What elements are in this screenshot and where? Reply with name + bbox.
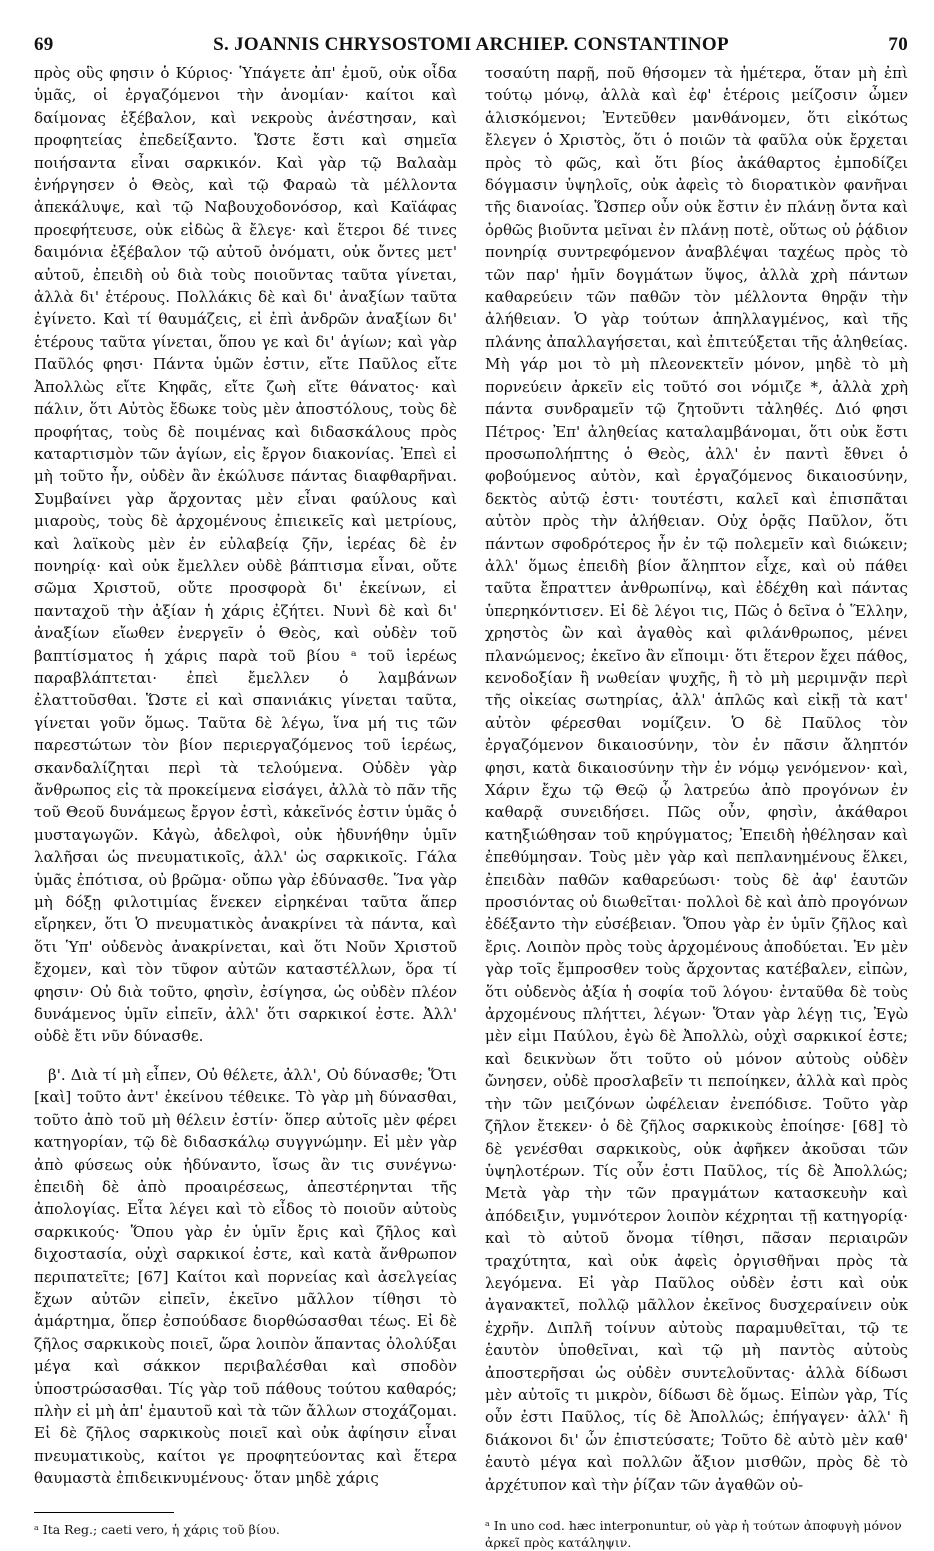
left-paragraph-2: β'. Διὰ τί μὴ εἶπεν, Οὐ θέλετε, ἀλλ', Οὐ δύνασθε; Ὅτι [καὶ] τοῦτο ἀντ' ἐκείνου τέθεικε. Τὸ γὰρ μὴ δύνασθαι, τοῦτο ἀπὸ τοῦ μὴ θέλειν ἐστίν· ὅπερ αὐτοῖς μὲν φέρει κατηγορίαν, τῷ δὲ διδασκάλῳ συγγνώμην. Εἰ μὲν γὰρ ἀπὸ φύσεως οὐκ ἠδύναντο, ἴσως ἂν τις συνέγνω· ἐπειδὴ δὲ ἀπὸ προαιρέσεως, ἀπεστέρηνται τῆς ἀπολογίας. Εἶτα λέγει καὶ τὸ εἶδος τὸ ποιοῦν αὐτοὺς σαρκικούς· Ὅπου γὰρ ἐν ὑμῖν ἔρις καὶ ζῆλος καὶ διχοστασία, οὐχὶ σαρκικοί ἐστε, καὶ κατὰ ἄνθρωπον περιπατεῖτε; [67] Καίτοι καὶ πορνείας καὶ ἀσελγείας ἔχων αὐτῶν εἰπεῖν, ἐκεῖνο μᾶλλον τίθησι τὸ ἁμάρτημα, ὅπερ ἐσπούδασε διορθώσασθαι τέως. Εἰ δὲ ζῆλος σαρκικοὺς ποιεῖ, ὥρα λοιπὸν ἅπαντας ὀλολύξαι μέγα καὶ σάκκον περιβαλέσθαι καὶ σποδὸν ὑποστρώσασθαι. Τίς γὰρ τοῦ πάθους τούτου καθαρός; πλὴν εἰ μὴ ἀπ' ἐμαυτοῦ καὶ τὰ τῶν ἄλλων στοχάζομαι. Εἰ δὲ ζῆλος σαρκικοὺς ποιεῖ καὶ οὐκ ἀφίησιν εἶναι πνευματικοὺς, καίτοι γε προφητεύοντας καὶ ἕτερα θαυμαστὰ ἐπιδεικνυμένους· ὅταν μηδὲ χάρις [34,1065,457,1488]
page-number-right: 70 [888,34,908,55]
left-paragraph-1: πρὸς οὓς φησιν ὁ Κύριος· Ὑπάγετε ἀπ' ἐμοῦ, οὐκ οἶδα ὑμᾶς, οἱ ἐργαζόμενοι τὴν ἀνομίαν· καίτοι καὶ δαίμονας ἐξέβαλον, καὶ νεκροὺς ἀνέστησαν, καὶ προφητείας ἐπεδείξαντο. Ὥστε ἔστι καὶ σημεῖα ποιήσαντα εἶναι σαρκικόν. Καὶ γὰρ τῷ Βαλαὰμ ἐνήργησεν ὁ Θεὸς, καὶ τῷ Φαραὼ τὰ μέλλοντα ἀπεκάλυψε, καὶ τῷ Ναβουχοδονόσορ, καὶ Καϊάφας προεφήτευσε, οὐκ εἰδὼς ἃ ἔλεγε· καὶ ἕτεροι δέ τινες δαιμόνια ἐξέβαλον τῷ αὐτοῦ ὀνόματι, οὐκ ὄντες μετ' αὐτοῦ, ἐπειδὴ οὐ διὰ τοὺς ποιοῦντας ταῦτα γίνεται, ἀλλὰ δι' ἑτέρους. Πολλάκις δὲ καὶ δι' ἀναξίων ταῦτα ἐγίνετο. Καὶ τί θαυμάζεις, εἰ ἐπὶ ἀνδρῶν ἀναξίων δι' ἑτέρους ταῦτα γίνεται, ὅπου γε καὶ δι' ἁγίων; καὶ γὰρ Παῦλός φησι· Πάντα ὑμῶν ἐστιν, εἴτε Παῦλος εἴτε Ἀπολλὼς εἴτε Κηφᾶς, εἴτε ζωὴ εἴτε θάνατος· καὶ πάλιν, ὅτι Αὐτὸς ἔδωκε τοὺς μὲν ἀποστόλους, τοὺς δὲ προφήτας, τοὺς δὲ ποιμένας καὶ διδασκάλους πρὸς καταρτισμὸν τῶν ἁγίων, εἰς ἔργον διακονίας. Ἐπεὶ εἰ μὴ τοῦτο ἦν, οὐδὲν ἂν ἐκώλυσε πάντας διαφθαρῆναι. Συμβαίνει γὰρ ἄρχοντας μὲν εἶναι φαύλους καὶ μιαροὺς, τοὺς δὲ ἀρχομένους ἐπιεικεῖς καὶ μετρίους, καὶ λαϊκοὺς μὲν ἐν εὐλαβείᾳ ζῆν, ἱερέας δὲ ἐν πονηρίᾳ· καὶ οὐκ ἔμελλεν οὐδὲ βάπτισμα εἶναι, οὔτε σῶμα Χριστοῦ, οὔτε προσφορὰ δι' ἐκείνων, εἰ πανταχοῦ τὴν ἀξίαν ἡ χάρις ἐζήτει. Νυνὶ δὲ καὶ δι' ἀναξίων εἴωθεν ἐνεργεῖν ὁ Θεὸς, καὶ οὐδὲν τοῦ βαπτίσματος ἡ χάρις παρὰ τοῦ βίου ᵃ τοῦ ἱερέως παραβλάπτεται· ἐπεὶ ἔμελλεν ὁ λαμβάνων ἐλαττοῦσθαι. Ὥστε εἰ καὶ σπανιάκις γίνεται ταῦτα, γίνεται γοῦν ὅμως. Ταῦτα δὲ λέγω, ἵνα μή τις τῶν παρεστώτων τὸν βίον περιεργαζόμενος τοῦ ἱερέως, σκανδαλίζηται περὶ τὰ τελούμενα. Οὐδὲν γὰρ ἄνθρωπος εἰς τὰ προκείμενα εἰσάγει, ἀλλὰ τὸ πᾶν τῆς τοῦ Θεοῦ δυνάμεως ἔργον ἐστὶ, κἀκεῖνός ἐστιν ὑμᾶς ὁ μυσταγωγῶν. Κἀγὼ, ἀδελφοὶ, οὐκ ἠδυνήθην ὑμῖν λαλῆσαι ὡς πνευματικοῖς, ἀλλ' ὡς σαρκικοῖς. Γάλα ὑμᾶς ἐπότισα, οὐ βρῶμα· οὔπω γὰρ ἐδύνασθε. Ἵνα γὰρ μὴ δόξῃ φιλοτιμίας ἕνεκεν εἰρηκέναι ταῦτα ἅπερ εἴρηκεν, ὅτι Ὁ πνευματικὸς ἀνακρίνει τὰ πάντα, καὶ ὅτι Ὑπ' οὐδενὸς ἀνακρίνεται, καὶ ὅτι Νοῦν Χριστοῦ ἔχομεν, καὶ τὸν τῦφον αὐτῶν καταστέλλων, ὅρα τί φησιν· Οὐ διὰ τοῦτο, φησὶν, ἐσίγησα, ὡς οὐδὲν πλέον δυνάμενος ὑμῖν εἰπεῖν, ἀλλ' ὅτι σαρκικοί ἐστε. Ἀλλ' οὐδὲ ἔτι νῦν δύνασθε. [34,64,457,1046]
two-column-body [34,62,908,1496]
footnote-rule [34,1512,174,1513]
page-number-left: 69 [34,34,54,55]
running-title: S. JOANNIS CHRYSOSTOMI ARCHIEP. CONSTANTINOP [213,34,729,55]
right-paragraph-1: τοσαύτη παρῇ, ποῦ θήσομεν τὰ ἡμέτερα, ὅταν μὴ ἐπὶ τούτῳ μόνῳ, ἀλλὰ καὶ ἐφ' ἑτέροις μείζοσιν ὦμεν ἁλισκόμενοι; Ἐντεῦθεν μανθάνομεν, ὅτι εἰκότως ἔλεγεν ὁ Χριστὸς, ὅτι ὁ ποιῶν τὰ φαῦλα οὐκ ἔρχεται πρὸς τὸ φῶς, καὶ ὅτι βίος ἀκάθαρτος ἐμποδίζει δόγμασιν ὑψηλοῖς, οὐκ ἀφεὶς τὸ διορατικὸν φανῆναι τῆς διανοίας. Ὥσπερ οὖν οὐκ ἔστιν ἐν πλάνῃ ὄντα καὶ ὀρθῶς βιοῦντα μεῖναι ἐν πλάνῃ ποτὲ, οὕτως οὐ ῥᾴδιον πονηρίᾳ συντρεφόμενον ἀναβλέψαι ταχέως πρὸς τὸ τῶν παρ' ἡμῖν δογμάτων ὕψος, ἀλλὰ χρὴ πάντων καθαρεύειν τῶν παθῶν τὸν μέλλοντα θηρᾷν τὴν ἀλήθειαν. Ὁ γὰρ τούτων ἀπηλλαγμένος, καὶ τῆς πλάνης ἀπαλλαγήσεται, καὶ ἐπιτεύξεται τῆς ἀληθείας. Μὴ γάρ μοι τὸ μὴ πλεονεκτεῖν μόνον, μηδὲ τὸ μὴ πορνεύειν ἀρκεῖν εἰς τοῦτό σοι νόμιζε *, ἀλλὰ χρὴ πάντα συνδραμεῖν τῷ ζητοῦντι τἀληθές. Διό φησι Πέτρος· Ἐπ' ἀληθείας καταλαμβάνομαι, ὅτι οὐκ ἔστι προσωπολήπτης ὁ Θεὸς, ἀλλ' ἐν παντὶ ἔθνει ὁ φοβούμενος αὐτὸν, καὶ ἐργαζόμενος δικαιοσύνην, δεκτὸς αὐτῷ ἐστι· τουτέστι, καλεῖ καὶ ἐπισπᾶται αὐτὸν πρὸς τὴν ἀλήθειαν. Οὐχ ὁρᾷς Παῦλον, ὅτι πάντων σφοδρότερος ἦν ἐν τῷ πολεμεῖν καὶ διώκειν; ἀλλ' ὅμως ἐπειδὴ βίον ἄληπτον εἶχε, καὶ οὐ πάθει ταῦτα ἔπραττεν ἀνθρωπίνῳ, καὶ ἐδέχθη καὶ πάντας ὑπερηκόντισεν. Εἰ δὲ λέγοι τις, Πῶς ὁ δεῖνα ὁ Ἕλλην, χρηστὸς ὢν καὶ ἀγαθὸς καὶ φιλάνθρωπος, μένει πλανώμενος; ἐκεῖνο ἂν εἴποιμι· ὅτι ἕτερον ἔχει πάθος, κενοδοξίαν ἢ νωθείαν ψυχῆς, ἢ τὸ μὴ μεριμνᾷν περὶ τῆς οἰκείας σωτηρίας, ἀλλ' ἁπλῶς καὶ εἰκῇ τὰ κατ' αὐτὸν φέρεσθαι νομίζειν. Ὁ δὲ Παῦλος τὸν ἐργαζόμενον δικαιοσύνην, τὸν ἐν πᾶσιν ἄληπτόν φησι, κατὰ δικαιοσύνην τὴν ἐν νόμῳ γενόμενον· καὶ, Χάριν ἔχω τῷ Θεῷ ᾧ λατρεύω ἀπὸ προγόνων ἐν καθαρᾷ συνειδήσει. Πῶς οὖν, φησὶν, ἀκάθαροι κατηξιώθησαν τοῦ κηρύγματος; Ἐπειδὴ ἠθέλησαν καὶ ἐπεθύμησαν. Τοὺς μὲν γὰρ καὶ πεπλανημένους ἕλκει, ἐπειδὰν παθῶν καθαρεύωσι· τοὺς δὲ ἀφ' ἑαυτῶν προσιόντας οὐ διωθεῖται· πολλοὶ δὲ καὶ ἀπὸ προγόνων ἐδέξαντο τὴν εὐσέβειαν. Ὅπου γὰρ ἐν ὑμῖν ζῆλος καὶ ἔρις. Λοιπὸν πρὸς τοὺς ἀρχομένους ἀποδύεται. Ἐν μὲν γὰρ τοῖς ἔμπροσθεν τοὺς ἄρχοντας κατέβαλεν, εἰπὼν, ὅτι οὐδενὸς ἀξία ἡ σοφία τοῦ λόγου· ἐνταῦθα δὲ τοὺς ἀρχομένους πλήττει, λέγων· Ὅταν γὰρ λέγῃ τις, Ἐγὼ μὲν εἰμι Παύλου, ἐγὼ δὲ Ἀπολλὼ, οὐχὶ σαρκικοί ἐστε; καὶ δεικνὺων ὅτι τοῦτο οὐ μόνον αὐτοὺς οὐδὲν ὤνησεν, οὐδὲ προσλαβεῖν τι πεποίηκεν, ἀλλὰ καὶ πρὸς τὴν τῶν μειζόνων ὠφέλειαν ἐνεπόδισε. Τοῦτο γὰρ ζῆλον ἔτεκεν· ὁ δὲ ζῆλος σαρκικοὺς ἐποίησε· [68] τὸ δὲ γενέσθαι σαρκικοὺς, οὐκ ἀφῆκεν ἀκοῦσαι τῶν ὑψηλοτέρων. Τίς οὖν ἐστι Παῦλος, τίς δὲ Ἀπολλώς; Μετὰ γὰρ τὴν τῶν πραγμάτων κατασκευὴν καὶ ἀπόδειξιν, γυμνότερον λοιπὸν κέχρηται τῇ κατηγορίᾳ· καὶ τὸ αὐτοῦ ὄνομα τίθησι, πᾶσαν περιαιρῶν τραχύτητα, καὶ οὐκ ἀφεὶς ὀργισθῆναι πρὸς τὰ λεγόμενα. Εἰ γὰρ Παῦλος οὐδὲν ἐστι καὶ οὐκ ἀγανακτεῖ, πολλῷ μᾶλλον ἐκεῖνος δυσχεραίνειν οὐκ ἐχρῆν. Διπλῆ τοίνυν αὐτοὺς παραμυθεῖται, τῷ τε ἑαυτὸν ὑποθεῖναι, καὶ τῷ μὴ παντὸς αὐτοὺς ἀποστερῆσαι ὡς οὐδὲν συντελοῦντας· ἀλλὰ δίδωσι μὲν αὐτοῖς τι μικρὸν, δίδωσι δὲ ὅμως. Εἰπὼν γὰρ, Τίς οὖν ἐστι Παῦλος, τίς δὲ Ἀπολλώς; ἐπήγαγεν· ἀλλ' ἢ διάκονοι δι' ὧν ἐπιστεύσατε; Τοῦτο δὲ αὐτὸ μὲν καθ' ἑαυτὸ μέγα καὶ πολλῶν ἄξιον μισθῶν, πρὸς δὲ τὸ ἀρχέτυπον καὶ τὴν ῥίζαν τῶν ἀγαθῶν οὐ- [485,64,908,1494]
left-column [34,62,457,1496]
footnotes [34,1496,908,1551]
footnote-left-text: ᵃ Ita Reg.; caeti vero, ἡ χάρις τοῦ βίου. [34,1522,280,1537]
footnote-right-text: ᵃ In uno cod. hæc interponuntur, οὐ γὰρ ἡ τούτων ἀποφυγὴ μόνον ἀρκεῖ πρὸς κατάληψιν. [485,1518,902,1550]
footnote-left [34,1496,457,1551]
running-header [34,34,908,56]
right-column [485,62,908,1496]
footnote-right [485,1496,908,1551]
